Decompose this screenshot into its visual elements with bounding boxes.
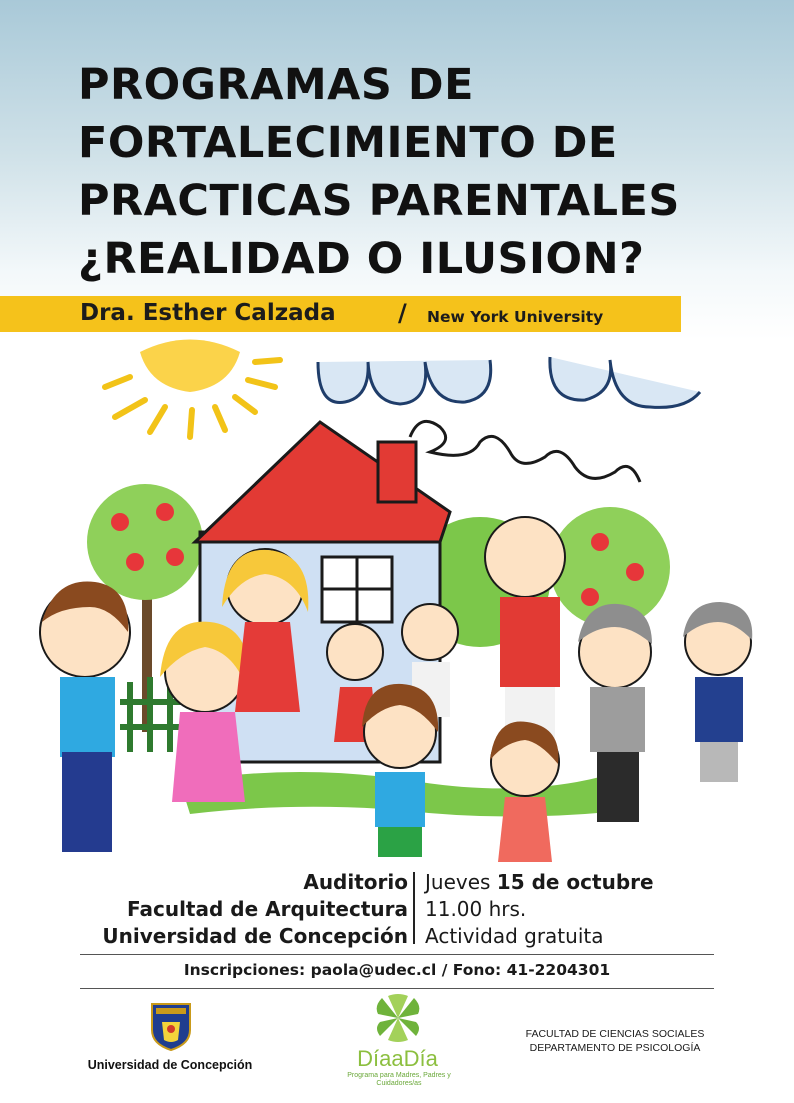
speaker-institution: New York University: [427, 308, 604, 326]
diadia-tagline: Programa para Madres, Padres y Cuidadores/as: [347, 1072, 451, 1087]
speaker-name: Dra. Esther Calzada: [80, 300, 336, 326]
title-line-3: PRACTICAS PARENTALES: [78, 176, 680, 226]
cloud-icon: [318, 357, 700, 407]
family-house-illustration-icon: [0, 332, 794, 862]
diadia-name: DíaaDía: [357, 1046, 438, 1071]
event-details: [425, 869, 654, 950]
venue-block: [102, 869, 408, 950]
venue-line-2: Facultad de Arquitectura: [126, 897, 408, 921]
faculty-block: [500, 1027, 730, 1055]
poster-title: [78, 56, 778, 288]
divider-top: [80, 954, 714, 955]
vertical-divider: [413, 872, 415, 944]
title-line-2: FORTALECIMIENTO DE: [78, 118, 618, 168]
event-cost: Actividad gratuita: [425, 924, 604, 948]
udec-name: Universidad de Concepción: [87, 1058, 253, 1072]
event-date-bold: 15 de octubre: [496, 870, 654, 894]
event-time: 11.00 hrs.: [425, 897, 527, 921]
speaker-separator: /: [398, 299, 407, 327]
udec-shield-icon: [150, 1002, 192, 1052]
venue-line-1: Auditorio: [303, 870, 408, 894]
divider-bottom: [80, 988, 714, 989]
venue-line-3: Universidad de Concepción: [102, 924, 408, 948]
title-line-1: PROGRAMAS DE: [78, 60, 474, 110]
event-date: [425, 869, 654, 896]
diadia-logo-icon: [368, 992, 428, 1044]
sun-icon: [105, 340, 280, 438]
event-day: Jueves: [425, 870, 497, 894]
title-line-4: ¿REALIDAD O ILUSION?: [78, 234, 645, 284]
contact-info: Inscripciones: paola@udec.cl / Fono: 41-2204301: [183, 961, 611, 979]
faculty-line-2: DEPARTAMENTO DE PSICOLOGÍA: [529, 1042, 701, 1054]
faculty-line-1: FACULTAD DE CIENCIAS SOCIALES: [525, 1028, 705, 1040]
